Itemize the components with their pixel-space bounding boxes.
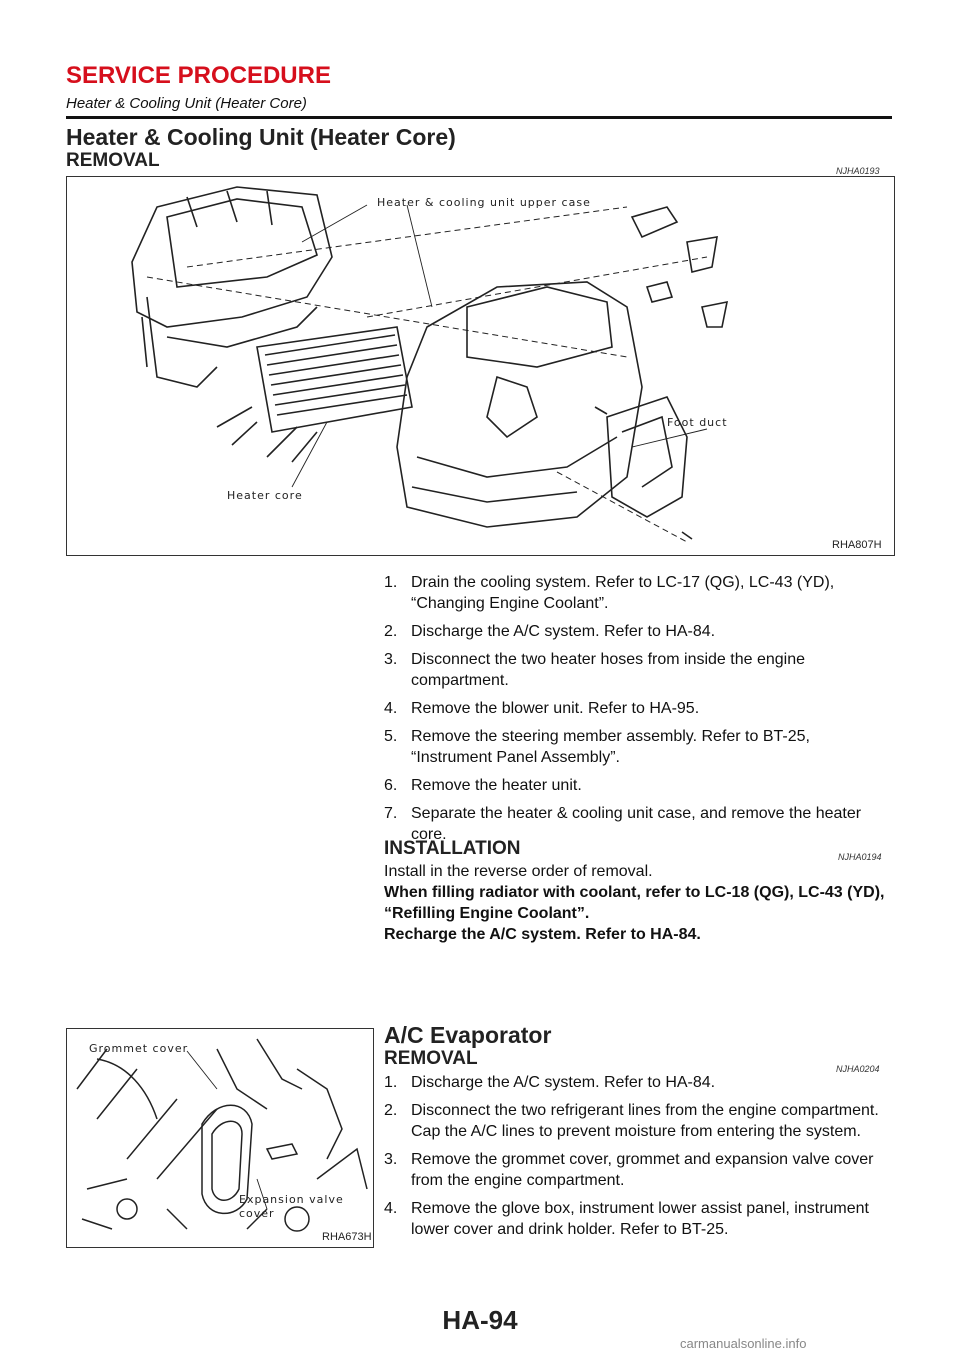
heater-unit-diagram [67,177,894,555]
section-title: SERVICE PROCEDURE [66,62,331,89]
label-foot-duct: Foot duct [667,416,728,429]
list-item: 5. Remove the steering member assembly. Refer to BT-25, “Instrument Panel Assembly”. [384,728,810,766]
evaporator-removal-steps [384,1072,894,1247]
list-item: 4. Remove the glove box, instrument lower assist panel, instrument lower cover and drink holder. Refer to BT-25. [384,1200,869,1238]
heater-figure-code: RHA807H [832,539,882,551]
list-item: 3. Disconnect the two heater hoses from inside the engine compartment. [384,651,806,689]
label-heater-core: Heater core [227,489,303,502]
heater-removal-code: NJHA0193 [836,166,880,176]
heater-unit-figure [66,176,895,556]
header-rule [66,116,892,119]
installation-code: NJHA0194 [838,852,882,862]
page-number: HA-94 [442,1305,518,1335]
label-expansion-valve: Expansion valve [239,1193,344,1206]
section-subtitle: Heater & Cooling Unit (Heater Core) [66,95,307,112]
installation-note-recharge: Recharge the A/C system. Refer to HA-84. [384,926,701,943]
evaporator-diagram [67,1029,373,1247]
heater-title: Heater & Cooling Unit (Heater Core) [66,124,456,150]
list-item: 3. Remove the grommet cover, grommet and expansion valve cover from the engine compartment. [384,1151,874,1189]
installation-text: Install in the reverse order of removal. [384,863,653,880]
evaporator-figure-code: RHA673H [322,1231,372,1243]
list-item: 1. Drain the cooling system. Refer to LC-17 (QG), LC-43 (YD), “Changing Engine Coolant”. [384,574,835,612]
label-grommet-cover: Grommet cover [89,1042,189,1055]
evaporator-removal-code: NJHA0204 [836,1064,880,1074]
heater-removal-heading: REMOVAL [66,150,160,171]
list-item: 6. Remove the heater unit. [384,777,582,794]
label-expansion-cover: cover [239,1207,275,1220]
list-item: 7. Separate the heater & cooling unit case, and remove the heater core. [384,805,862,843]
list-item: 2. Discharge the A/C system. Refer to HA-84. [384,623,716,640]
evaporator-removal-heading: REMOVAL [384,1048,478,1069]
label-upper-case: Heater & cooling unit upper case [377,196,591,209]
installation-heading: INSTALLATION [384,838,521,859]
list-item: 1. Discharge the A/C system. Refer to HA-84. [384,1074,716,1091]
footer-watermark: carmanualsonline.info [680,1336,807,1351]
evaporator-title: A/C Evaporator [384,1022,552,1048]
installation-note-coolant: When filling radiator with coolant, refer to LC-18 (QG), LC-43 (YD), “Refilling Engine Coolant”. [384,884,885,922]
list-item: 2. Disconnect the two refrigerant lines from the engine compartment. Cap the A/C lines to prevent moisture from entering the system. [384,1102,879,1140]
evaporator-figure [66,1028,374,1248]
heater-removal-steps [384,572,894,852]
list-item: 4. Remove the blower unit. Refer to HA-95. [384,700,700,717]
